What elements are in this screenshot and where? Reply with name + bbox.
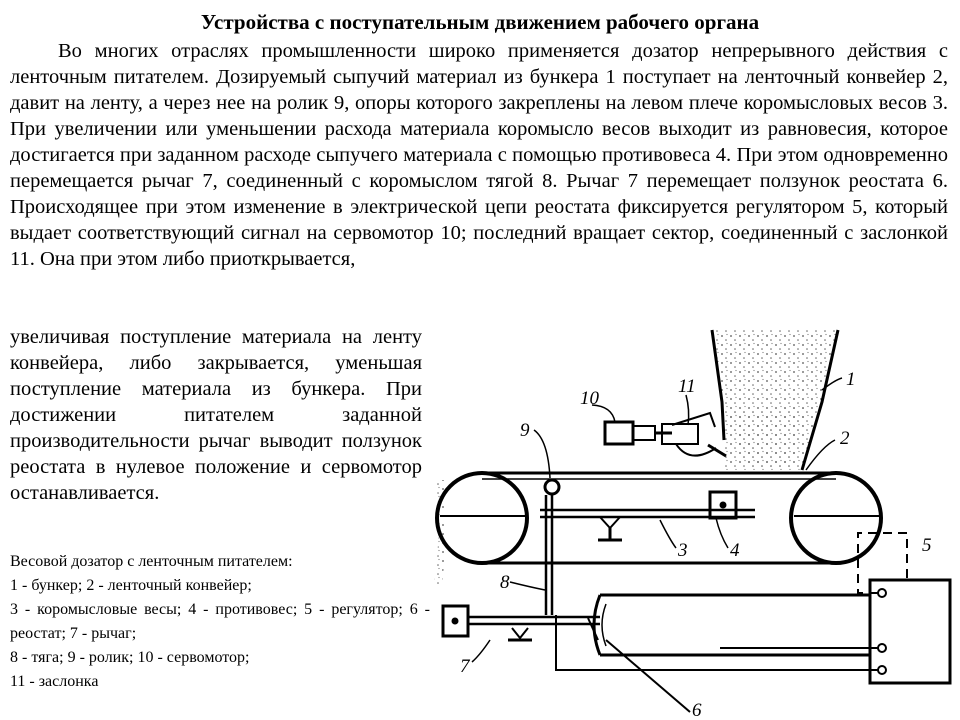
figure-caption [10, 550, 430, 694]
label-3: 3 [678, 540, 688, 561]
regulator [556, 533, 950, 712]
caption-line: 3 - коромысловые весы; 4 - противовес; 5 - регулятор; 6 - реостат; 7 - рычаг; [10, 601, 430, 642]
caption-line: 8 - тяга; 9 - ролик; 10 - сервомотор; [10, 649, 250, 666]
servomotor [605, 413, 726, 456]
label-10: 10 [580, 388, 599, 409]
label-5: 5 [922, 535, 932, 556]
continuation-paragraph: увеличивая поступление материала на ленту конвейера, либо закрывается, уменьшая поступление материала из бункера. При достижении питателем заданной производительности рычаг выводит ползунок реостата в нулевое положение и сервомотор останавливается. [10, 326, 422, 504]
label-8: 8 [500, 572, 510, 593]
caption-line: 1 - бункер; 2 - ленточный конвейер; [10, 577, 252, 594]
caption-title: Весовой дозатор с ленточным питателем: [10, 553, 293, 570]
intro-paragraph-text: Во многих отраслях промышленности широко применяется дозатор непрерывного действия с ленточным питателем. Дозируемый сыпучий материал из бункера 1 поступает на ленточный конвейер 2, давит на ленту, а через нее на ролик 9, опоры которого закреплены на левом плече коромысловых весов 3. При увеличении или уменьшении расхода материала коромысло весов выходит из равновесия, которое достигается при заданном расходе сыпучего материала с помощью противовеса 4. При этом одновременно перемещается рычаг 7, соединенный с коромыслом тягой 8. Рычаг 7 перемещает ползунок реостата 6. Происходящее при этом изменение в электрической цепи реостата фиксируется регулятором 5, который выдает соответствующий сигнал на сервомотор 10; последний вращает сектор, соединенный с заслонкой 11. Она при этом либо приоткрывается, [10, 40, 948, 270]
label-2: 2 [840, 428, 850, 449]
lever-and-rheostat [443, 595, 870, 655]
counterweight [710, 492, 736, 518]
label-4: 4 [730, 540, 740, 561]
label-7: 7 [460, 656, 470, 677]
label-9: 9 [520, 420, 530, 441]
hopper [712, 330, 838, 470]
intro-paragraph [10, 38, 948, 272]
label-6: 6 [692, 700, 702, 720]
caption-line: 11 - заслонка [10, 673, 99, 690]
page-title: Устройства с поступательным движением рабочего органа [200, 10, 760, 34]
dosing-scheme-figure [430, 320, 960, 720]
label-11: 11 [678, 376, 696, 397]
label-1: 1 [846, 369, 856, 390]
